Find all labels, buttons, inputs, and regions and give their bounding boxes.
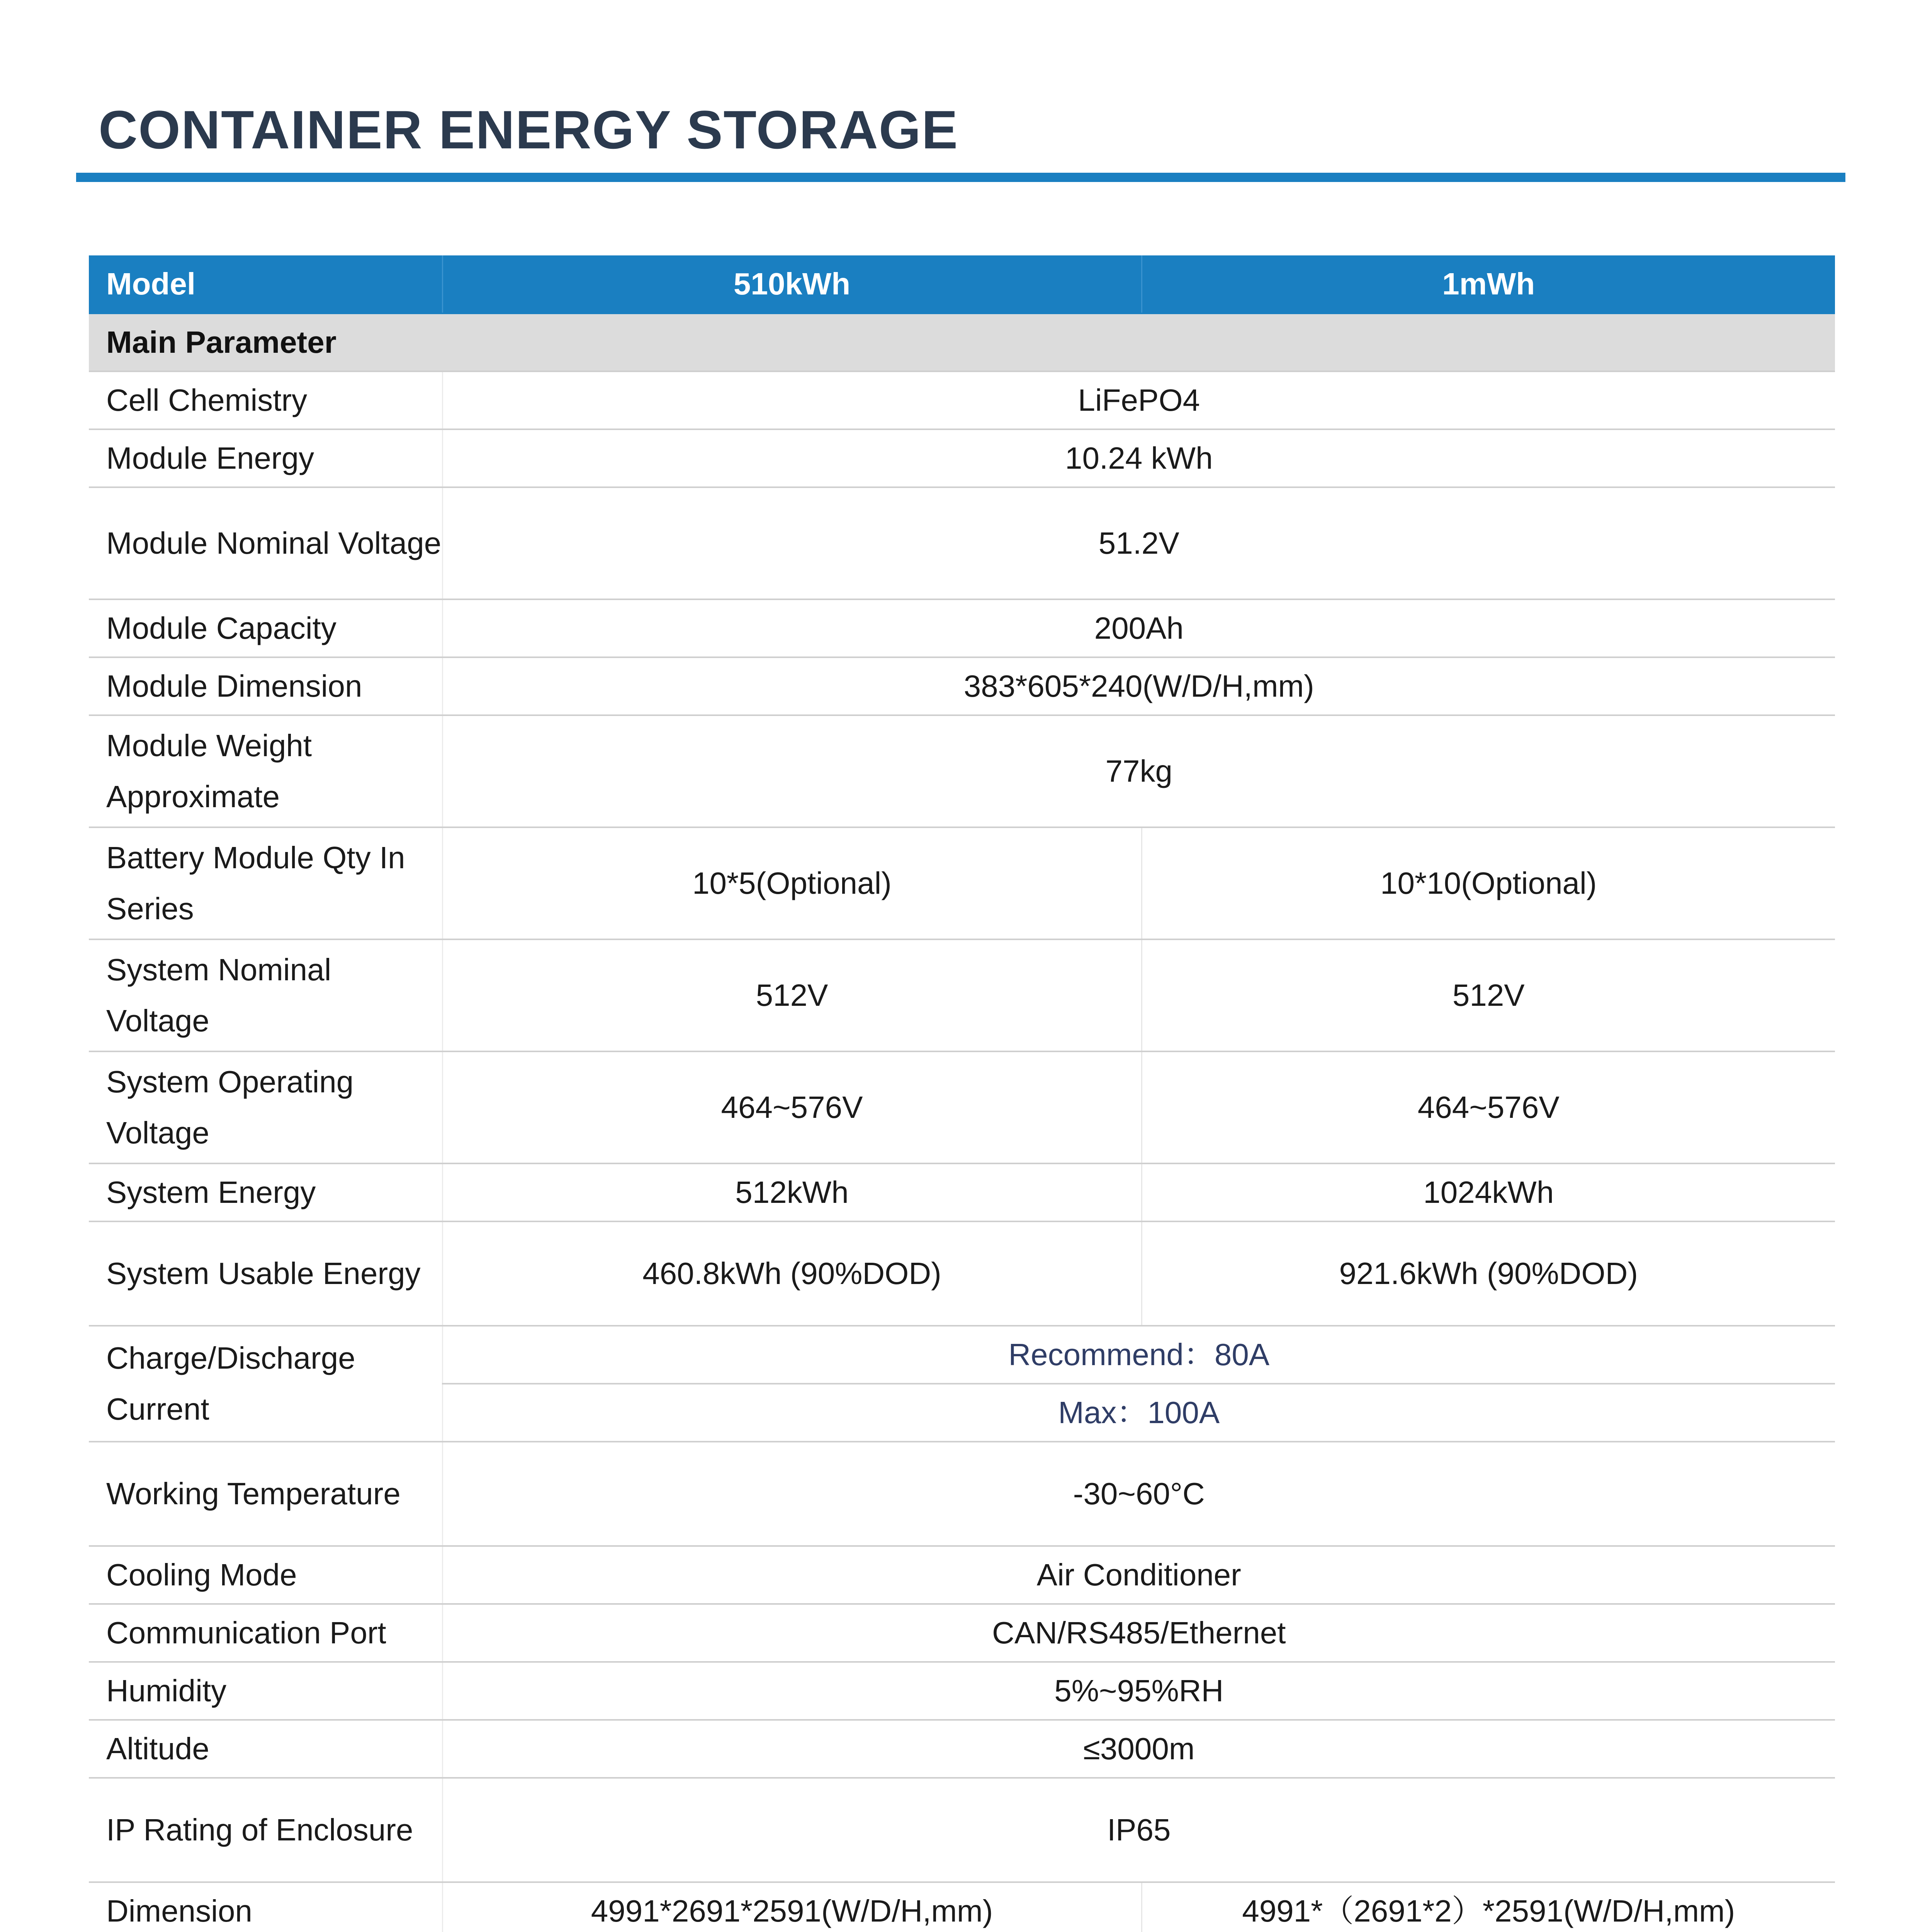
row-value: -30~60°C xyxy=(442,1442,1835,1546)
title-divider xyxy=(76,173,1845,182)
row-label: Module Dimension xyxy=(89,657,442,715)
row-value-max: Max：100A xyxy=(442,1384,1835,1442)
table-row xyxy=(89,1720,1835,1778)
row-label: Dimension xyxy=(89,1882,442,1932)
row-label: System Nominal Voltage xyxy=(89,939,442,1051)
table-row xyxy=(89,715,1835,827)
row-value-510kwh: 10*5(Optional) xyxy=(442,827,1142,939)
table-row xyxy=(89,371,1835,429)
table-row xyxy=(89,429,1835,487)
table-row xyxy=(89,1662,1835,1720)
row-label: System Operating Voltage xyxy=(89,1051,442,1163)
row-value-510kwh: 464~576V xyxy=(442,1051,1142,1163)
row-label: Charge/Discharge Current xyxy=(89,1326,442,1442)
row-value: LiFePO4 xyxy=(442,371,1835,429)
row-value-510kwh: 4991*2691*2591(W/D/H,mm) xyxy=(442,1882,1142,1932)
table-row xyxy=(89,1882,1835,1932)
table-header-row xyxy=(89,255,1835,313)
section-row xyxy=(89,313,1835,371)
row-label: Altitude xyxy=(89,1720,442,1778)
row-label: Battery Module Qty In Series xyxy=(89,827,442,939)
table-row xyxy=(89,1163,1835,1221)
row-value: ≤3000m xyxy=(442,1720,1835,1778)
row-value-510kwh: 512V xyxy=(442,939,1142,1051)
table-row xyxy=(89,827,1835,939)
row-value-1mwh: 10*10(Optional) xyxy=(1142,827,1835,939)
row-label: Cell Chemistry xyxy=(89,371,442,429)
header-col-1mwh: 1mWh xyxy=(1142,255,1835,313)
row-label: Module Energy xyxy=(89,429,442,487)
row-label: Communication Port xyxy=(89,1604,442,1662)
table-row xyxy=(89,657,1835,715)
row-value-recommend: Recommend：80A xyxy=(442,1326,1835,1384)
table-row xyxy=(89,1546,1835,1604)
row-value: 200Ah xyxy=(442,599,1835,657)
row-value: Air Conditioner xyxy=(442,1546,1835,1604)
row-label: System Energy xyxy=(89,1163,442,1221)
header-col-510kwh: 510kWh xyxy=(442,255,1142,313)
row-label: Module Capacity xyxy=(89,599,442,657)
table-row xyxy=(89,1442,1835,1546)
table-row xyxy=(89,599,1835,657)
page-title: CONTAINER ENERGY STORAGE xyxy=(99,99,959,160)
section-main-parameter: Main Parameter xyxy=(89,313,1835,371)
table-row xyxy=(89,1051,1835,1163)
header-model: Model xyxy=(89,255,442,313)
row-value-510kwh: 460.8kWh (90%DOD) xyxy=(442,1221,1142,1326)
row-label: Working Temperature xyxy=(89,1442,442,1546)
row-label: System Usable Energy xyxy=(89,1221,442,1326)
spec-table xyxy=(89,255,1835,1932)
row-value-1mwh: 512V xyxy=(1142,939,1835,1051)
table-row xyxy=(89,1221,1835,1326)
row-label: Cooling Mode xyxy=(89,1546,442,1604)
row-label: Module Nominal Voltage xyxy=(89,487,442,599)
row-label: Module Weight Approximate xyxy=(89,715,442,827)
row-label: IP Rating of Enclosure xyxy=(89,1778,442,1882)
table-row xyxy=(89,1326,1835,1384)
row-value: 77kg xyxy=(442,715,1835,827)
row-value: 383*605*240(W/D/H,mm) xyxy=(442,657,1835,715)
row-value-1mwh: 464~576V xyxy=(1142,1051,1835,1163)
row-value: 5%~95%RH xyxy=(442,1662,1835,1720)
table-row xyxy=(89,939,1835,1051)
row-value-1mwh: 1024kWh xyxy=(1142,1163,1835,1221)
row-value-510kwh: 512kWh xyxy=(442,1163,1142,1221)
table-row xyxy=(89,487,1835,599)
row-value: 10.24 kWh xyxy=(442,429,1835,487)
row-value: IP65 xyxy=(442,1778,1835,1882)
row-value-1mwh: 4991*（2691*2）*2591(W/D/H,mm) xyxy=(1142,1882,1835,1932)
row-value: 51.2V xyxy=(442,487,1835,599)
row-value-1mwh: 921.6kWh (90%DOD) xyxy=(1142,1221,1835,1326)
row-label: Humidity xyxy=(89,1662,442,1720)
table-row xyxy=(89,1778,1835,1882)
table-row xyxy=(89,1604,1835,1662)
row-value: CAN/RS485/Ethernet xyxy=(442,1604,1835,1662)
